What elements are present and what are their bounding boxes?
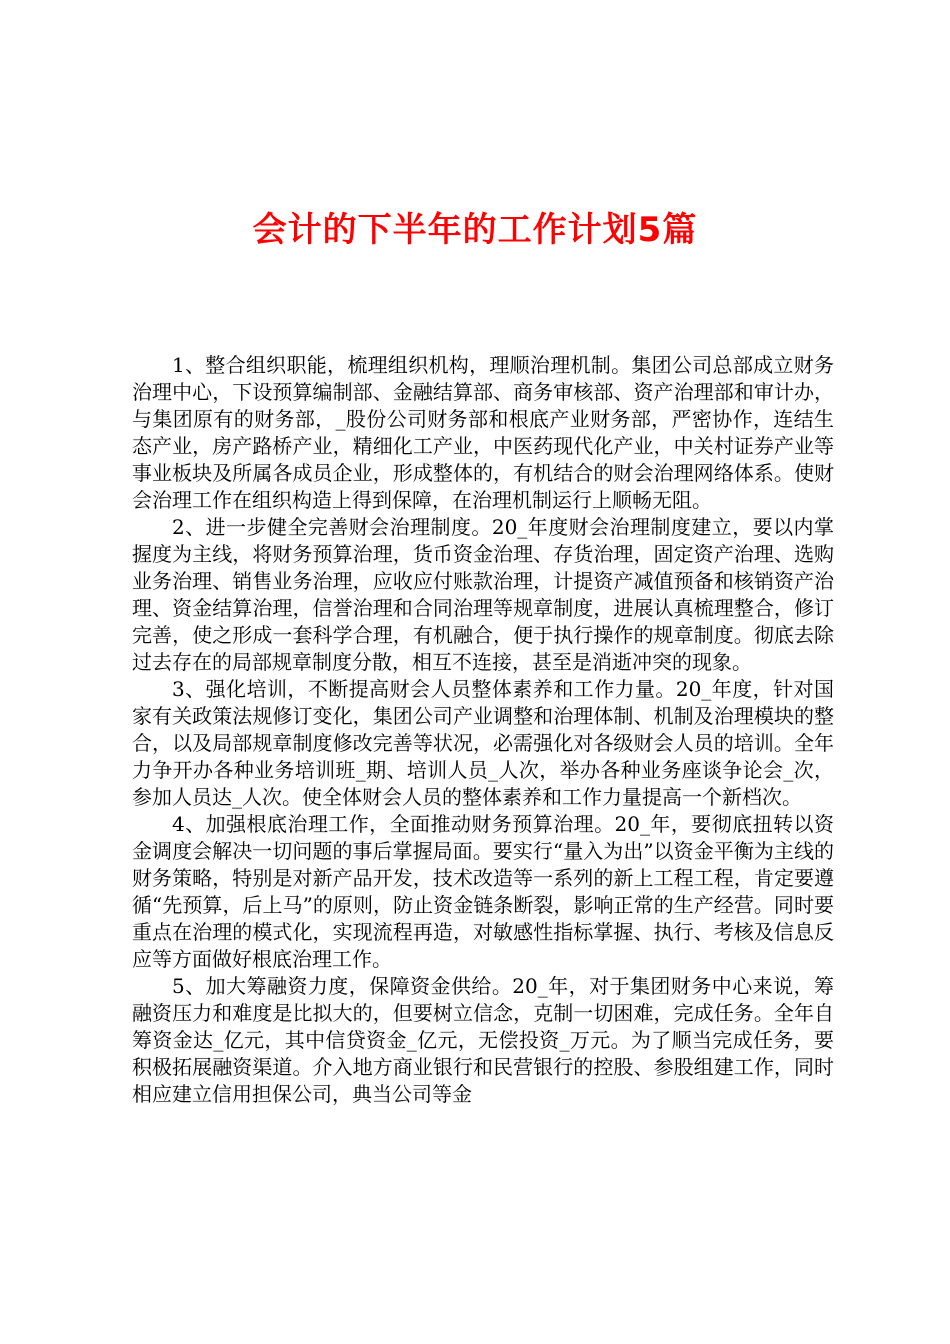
document-title: 会计的下半年的工作计划5篇 [252,210,698,250]
paragraph-2: 2、进一步健全完善财会治理制度。20_年度财会治理制度建立，要以内掌握度为主线，将财务预算治理，货币资金治理、存货治理，固定资产治理、选购业务治理、销售业务治理，应收应付账款治理，计提资产减值预备和核销资产治理、资金结算治理，信誉治理和合同治理等规章制度，进展认真梳理整合，修订完善，使之形成一套科学合理，有机融合，便于执行操作的规章制度。彻底去除过去存在的局部规章制度分散，相互不连接，甚至是消逝冲突的现象。 [132,515,834,674]
document-body [132,352,834,1108]
paragraph-3: 3、强化培训，不断提高财会人员整体素养和工作力量。20_年度，针对国家有关政策法规修订变化，集团公司产业调整和治理体制、机制及治理模块的整合，以及局部规章制度修改完善等状况，必需强化对各级财会人员的培训。全年力争开办各种业务培训班_期、培训人员_人次，举办各种业务座谈争论会_次，参加人员达_人次。使全体财会人员的整体素养和工作力量提高一个新档次。 [132,677,834,809]
paragraph-5: 5、加大筹融资力度，保障资金供给。20_年，对于集团财务中心来说，筹融资压力和难度是比拟大的，但要树立信念，克制一切困难，完成任务。全年自筹资金达_亿元，其中信贷资金_亿元，无偿投资_万元。为了顺当完成任务，要积极拓展融资渠道。介入地方商业银行和民营银行的控股、参股组建工作，同时相应建立信用担保公司，典当公司等金 [132,974,834,1106]
paragraph-4: 4、加强根底治理工作，全面推动财务预算治理。20_年，要彻底扭转以资金调度会解决一切问题的事后掌握局面。要实行“量入为出”以资金平衡为主线的财务策略，特别是对新产品开发，技术改造等一系列的新上工程工程，肯定要遵循“先预算，后上马”的原则，防止资金链条断裂，影响正常的生产经营。同时要重点在治理的模式化，实现流程再造，对敏感性指标掌握、执行、考核及信息反应等方面做好根底治理工作。 [132,812,834,971]
paragraph-1: 1、整合组织职能，梳理组织机构，理顺治理机制。集团公司总部成立财务治理中心，下设预算编制部、金融结算部、商务审核部、资产治理部和审计办，与集团原有的财务部，_股份公司财务部和根底产业财务部，严密协作，连结生态产业，房产路桥产业，精细化工产业，中医药现代化产业，中关村证券产业等事业板块及所属各成员企业，形成整体的，有机结合的财会治理网络体系。使财会治理工作在组织构造上得到保障，在治理机制运行上顺畅无阻。 [132,353,834,512]
